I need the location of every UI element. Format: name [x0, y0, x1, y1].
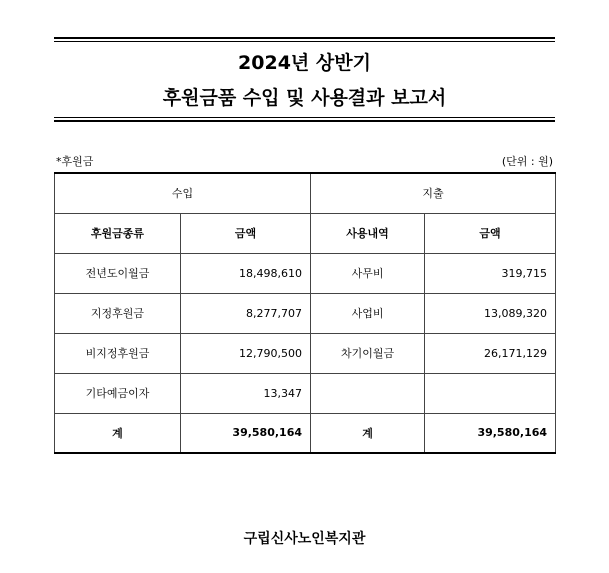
table-row	[55, 373, 556, 413]
col-header-usage: 사용내역	[311, 213, 425, 253]
unit-label: (단위 : 원)	[501, 155, 553, 168]
expense-amount-cell: 13,089,320	[425, 293, 556, 333]
table-column-header-row	[55, 213, 556, 253]
table-group-header-row	[55, 173, 556, 213]
income-amount-cell: 12,790,500	[181, 333, 311, 373]
income-total-amount: 39,580,164	[181, 413, 311, 453]
donation-type-cell: 전년도이월금	[55, 253, 181, 293]
income-amount-cell: 18,498,610	[181, 253, 311, 293]
income-amount-cell: 13,347	[181, 373, 311, 413]
usage-cell	[311, 373, 425, 413]
organization-name: 구립신사노인복지관	[243, 531, 366, 547]
usage-cell: 사무비	[311, 253, 425, 293]
section-label: *후원금	[56, 155, 94, 168]
bottom-rule-thin	[54, 117, 555, 118]
usage-cell: 사업비	[311, 293, 425, 333]
income-amount-cell: 8,277,707	[181, 293, 311, 333]
group-header-income: 수입	[55, 173, 311, 213]
donation-type-cell: 기타예금이자	[55, 373, 181, 413]
col-header-donation-type: 후원금종류	[55, 213, 181, 253]
expense-amount-cell	[425, 373, 556, 413]
table-row	[55, 293, 556, 333]
income-total-label: 계	[55, 413, 181, 453]
col-header-expense-amount: 금액	[425, 213, 556, 253]
expense-amount-cell: 319,715	[425, 253, 556, 293]
expense-total-amount: 39,580,164	[425, 413, 556, 453]
top-rule-thick	[54, 37, 555, 39]
donation-type-cell: 지정후원금	[55, 293, 181, 333]
donation-report-table	[54, 172, 556, 454]
table-row	[55, 253, 556, 293]
col-header-income-amount: 금액	[181, 213, 311, 253]
report-title-main: 후원금품 수입 및 사용결과 보고서	[162, 87, 447, 109]
report-title-year: 2024년 상반기	[238, 52, 371, 74]
bottom-rule-thick	[54, 120, 555, 122]
table-total-row	[55, 413, 556, 453]
donation-type-cell: 비지정후원금	[55, 333, 181, 373]
group-header-expense: 지출	[311, 173, 556, 213]
expense-amount-cell: 26,171,129	[425, 333, 556, 373]
expense-total-label: 계	[311, 413, 425, 453]
top-rule-thin	[54, 41, 555, 42]
table-row	[55, 333, 556, 373]
usage-cell: 차기이월금	[311, 333, 425, 373]
